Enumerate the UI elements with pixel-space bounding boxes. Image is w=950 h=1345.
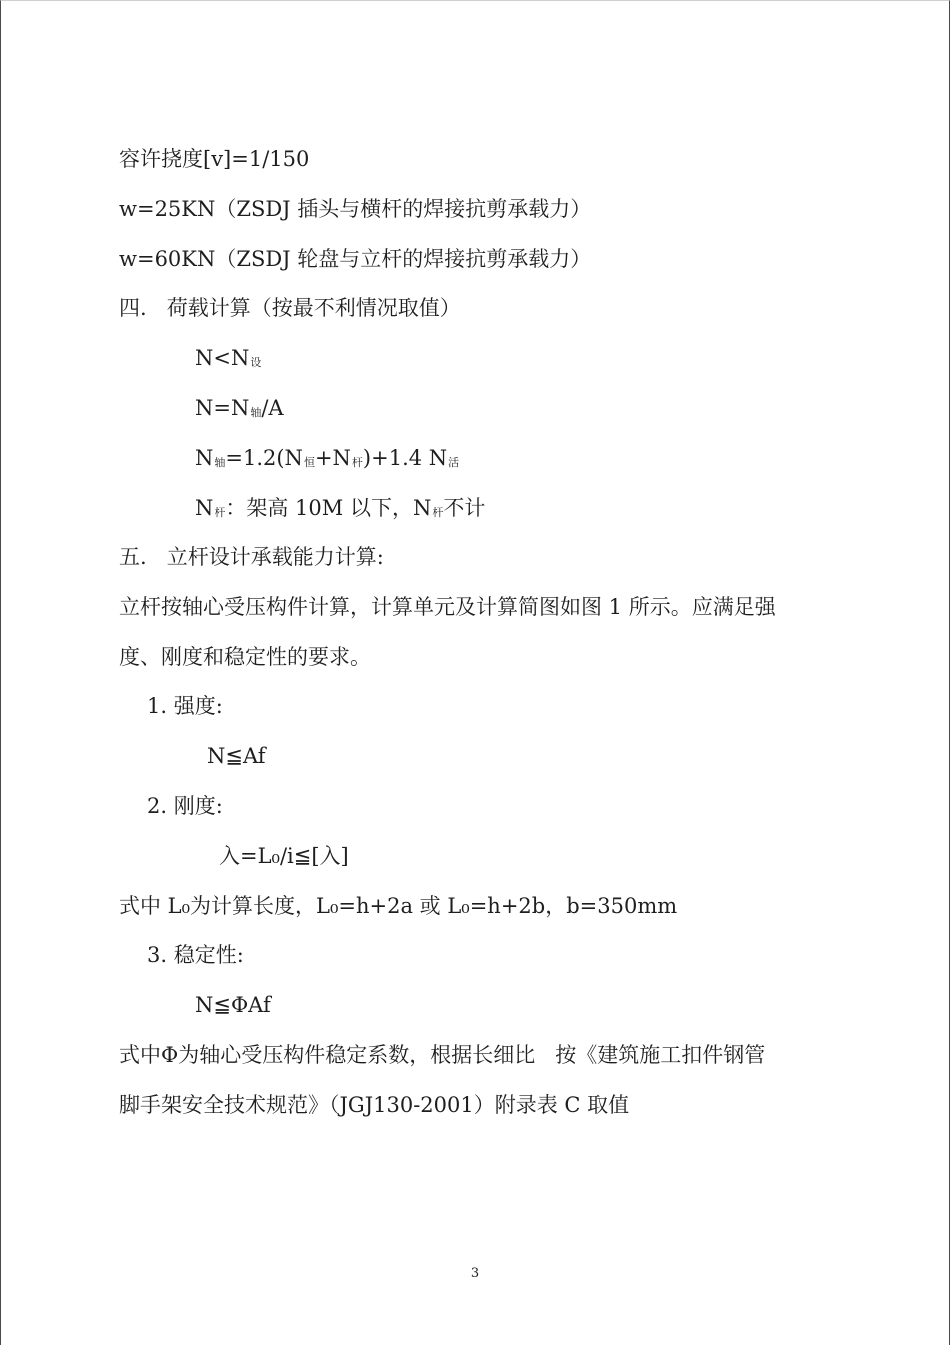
formula-text: N bbox=[195, 496, 214, 520]
allowable-deflection-line: 容许挠度[v]=1/150 bbox=[119, 147, 310, 171]
paragraph-2-line-2: 脚手架安全技术规范》（JGJ130-2001）附录表 C 取值 bbox=[119, 1093, 630, 1117]
item-1-strength-label: 1. 强度: bbox=[147, 694, 223, 718]
formula-subscript: 轴 bbox=[250, 406, 262, 419]
formula-text: /A bbox=[261, 396, 284, 420]
weld-shear-capacity-disc-line: w=60KN（ZSDJ 轮盘与立杆的焊接抗剪承载力） bbox=[119, 247, 592, 271]
formula-text: )+1.4 N bbox=[362, 446, 448, 470]
formula-subscript: 活 bbox=[448, 456, 460, 469]
page-number: 3 bbox=[470, 1266, 480, 1281]
formula-axial-load-combination bbox=[195, 443, 459, 478]
item-3-stability-formula: N≦ΦAf bbox=[195, 993, 271, 1017]
paragraph-2-line-1: 式中Φ为轴心受压构件稳定系数，根据长细比 按《建筑施工扣件钢管 bbox=[119, 1043, 766, 1067]
formula-text: =1.2(N bbox=[225, 446, 303, 470]
item-3-stability-label: 3. 稳定性: bbox=[147, 943, 244, 967]
item-1-strength-formula: N≦Af bbox=[207, 744, 266, 768]
formula-text: N<N bbox=[195, 346, 250, 370]
formula-text: N=N bbox=[195, 396, 250, 420]
item-2-slenderness-formula: 入=L₀/i≦[入] bbox=[219, 844, 349, 868]
formula-subscript: 杆 bbox=[351, 456, 363, 469]
formula-subscript: 杆 bbox=[214, 506, 226, 519]
item-2-stiffness-label: 2. 刚度: bbox=[147, 794, 223, 818]
formula-subscript: 杆 bbox=[432, 506, 444, 519]
section-5-heading: 五. 立杆设计承载能力计算: bbox=[119, 545, 384, 569]
formula-subscript: 设 bbox=[250, 356, 262, 369]
formula-n-equals-axial-over-a bbox=[195, 393, 284, 428]
section-4-heading: 四. 荷载计算（按最不利情况取值） bbox=[119, 296, 461, 320]
formula-subscript: 恒 bbox=[303, 456, 315, 469]
formula-text: ：架高 10M 以下，N bbox=[225, 496, 432, 520]
formula-text: +N bbox=[314, 446, 351, 470]
formula-subscript: 轴 bbox=[214, 456, 226, 469]
formula-n-less-than-design bbox=[195, 343, 261, 378]
weld-shear-capacity-plug-line: w=25KN（ZSDJ 插头与横杆的焊接抗剪承载力） bbox=[119, 197, 592, 221]
formula-text: 不计 bbox=[443, 496, 486, 520]
paragraph-1-line-2: 度、刚度和稳定性的要求。 bbox=[119, 645, 371, 669]
item-2-effective-length-note: 式中 L₀为计算长度，L₀=h+2a 或 L₀=h+2b，b=350mm bbox=[119, 894, 678, 918]
formula-rod-weight-note bbox=[195, 493, 485, 528]
paragraph-1-line-1: 立杆按轴心受压构件计算，计算单元及计算简图如图 1 所示。应满足强 bbox=[119, 595, 776, 619]
formula-text: N bbox=[195, 446, 214, 470]
